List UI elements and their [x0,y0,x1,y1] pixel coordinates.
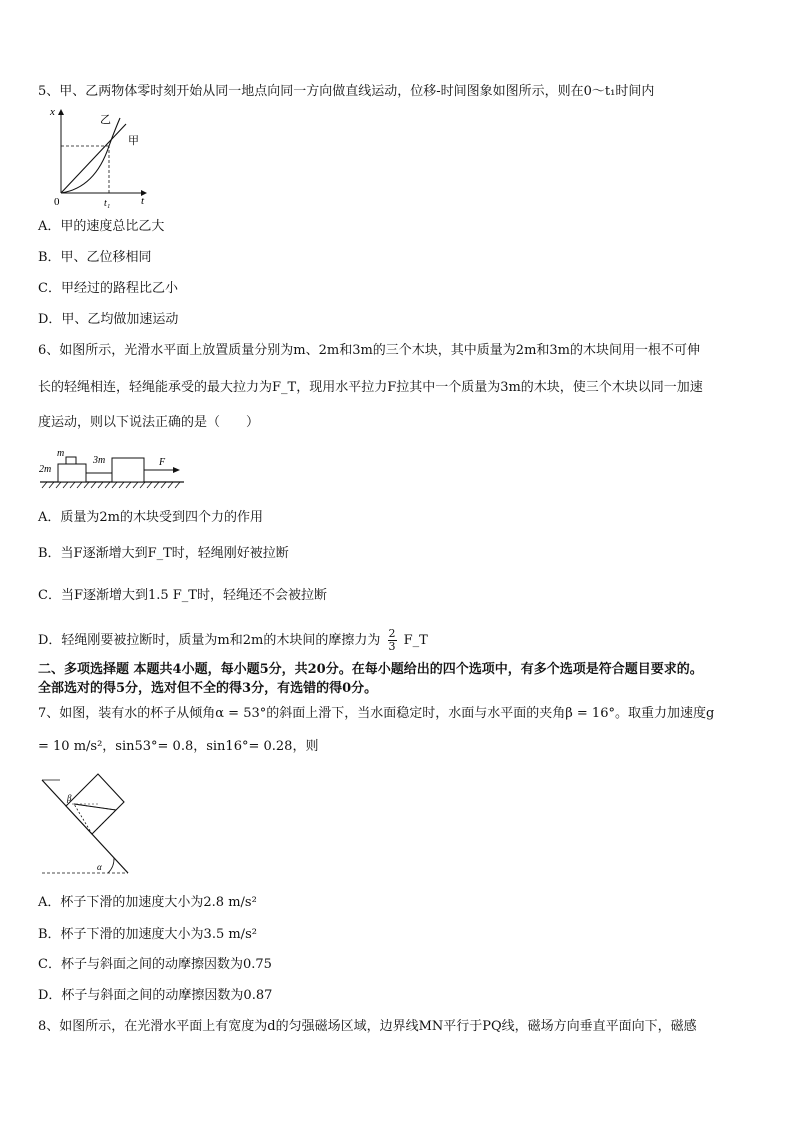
yi-curve [61,118,120,193]
q6-option-b[interactable]: B．当F逐渐增大到F_T时，轻绳刚好被拉断 [38,546,289,561]
q7-option-c[interactable]: C．杯子与斜面之间的动摩擦因数为0.75 [38,957,272,972]
ground-hatch [42,482,180,488]
q5-xt-graph [40,104,165,210]
block-m [66,457,76,464]
label-f: F [159,457,166,468]
q5-option-c[interactable]: C．甲经过的路程比乙小 [38,281,178,296]
q7-option-b[interactable]: B．杯子下滑的加速度大小为3.5 m/s² [38,927,257,942]
label-m: m [57,448,65,459]
beta-label: β [67,793,72,803]
block-3m [112,458,144,482]
force-arrowhead [173,467,180,473]
fraction-denominator: 3 [388,640,396,653]
q7-stem-line2: = 10 m/s²，sin53°= 0.8，sin16°= 0.28，则 [38,739,319,754]
q5-option-a[interactable]: A．甲的速度总比乙大 [38,219,165,234]
block-2m [58,464,86,482]
q6-stem-line1: 6、如图所示，光滑水平面上放置质量分别为m、2m和3m的三个木块，其中质量为2m和3m的木块间用一根不可伸 [38,343,700,358]
x-axis-label: x [50,106,55,118]
alpha-arc [108,858,114,873]
label-3m: 3m [93,455,106,466]
q6-stem-line2: 长的轻绳相连，轻绳能承受的最大拉力为F_T，现用水平拉力F拉其中一个质量为3m的木块，使三个木块以同一加速 [38,380,703,395]
q7-stem-line1: 7、如图，装有水的杯子从倾角α = 53°的斜面上滑下，当水面稳定时，水面与水平面的夹角β = 16°。取重力加速度g [38,706,715,721]
q7-option-d[interactable]: D．杯子与斜面之间的动摩擦因数为0.87 [38,988,273,1003]
q6-option-d[interactable] [38,628,428,653]
fraction-numerator: 2 [388,627,396,640]
t1-label: t₁ [104,198,111,209]
t-axis-label: t [141,195,145,207]
yi-label: 乙 [100,114,111,126]
q7-incline-figure [38,770,140,880]
q5-option-b[interactable]: B．甲、乙位移相同 [38,250,152,265]
q6-option-a[interactable]: A．质量为2m的木块受到四个力的作用 [38,510,263,525]
q7-option-a[interactable]: A．杯子下滑的加速度大小为2.8 m/s² [38,895,257,910]
label-2m: 2m [39,464,52,475]
q5-stem: 5、甲、乙两物体零时刻开始从同一地点向同一方向做直线运动，位移-时间图象如图所示，则在0～t₁时间内 [38,84,655,99]
q6-blocks-figure [38,448,188,492]
jia-line [61,124,126,193]
q6-option-d-ft: F_T [403,633,428,648]
q8-stem-line1: 8、如图所示，在光滑水平面上有宽度为d的匀强磁场区域，边界线MN平行于PQ线，磁场方向垂直平面向下，磁感 [38,1019,697,1034]
jia-label: 甲 [128,135,139,147]
q6-option-d-text: D．轻绳刚要被拉断时，质量为m和2m的木块间的摩擦力为 [38,633,381,648]
q6-stem-line3: 度运动，则以下说法正确的是（ ） [38,415,260,430]
section2-header-line2: 全部选对的得5分，选对但不全的得3分，有选错的得0分。 [38,681,378,696]
q6-option-c[interactable]: C．当F逐渐增大到1.5 F_T时，轻绳还不会被拉断 [38,588,327,603]
section2-header-line1: 二、多项选择题 本题共4小题，每小题5分，共20分。在每小题给出的四个选项中，有多个选项是符合题目要求的。 [38,662,703,677]
q5-option-d[interactable]: D．甲、乙均做加速运动 [38,312,179,327]
alpha-label: α [97,862,102,872]
fraction-two-thirds [388,628,397,653]
origin-label: 0 [54,196,60,208]
